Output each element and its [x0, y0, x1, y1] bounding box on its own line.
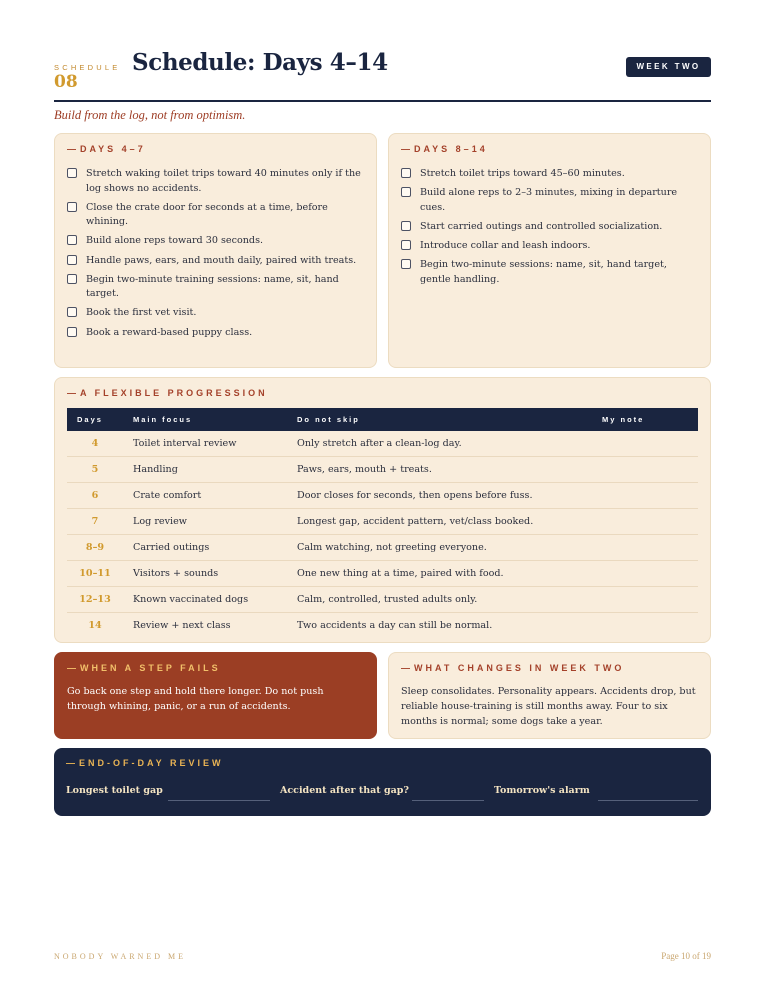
days-4-7-card	[54, 133, 377, 368]
column-header-main-focus: Main focus	[123, 408, 287, 431]
skip-cell: Longest gap, accident pattern, vet/class booked.	[287, 509, 592, 535]
column-header-do-not-skip: Do not skip	[287, 408, 592, 431]
skip-cell: Paws, ears, mouth + treats.	[287, 457, 592, 483]
days-4-7-checklist	[67, 167, 364, 345]
days-8-14-checklist	[401, 167, 698, 292]
page-subtitle: Build from the log, not from optimism.	[54, 108, 246, 122]
note-cell[interactable]	[592, 587, 698, 613]
table-row	[67, 613, 698, 639]
skip-cell: Door closes for seconds, then opens before fuss.	[287, 483, 592, 509]
dash-icon: —	[401, 144, 410, 154]
checkbox[interactable]	[67, 255, 77, 265]
dash-icon: —	[66, 758, 75, 768]
table-row	[67, 431, 698, 457]
day-cell: 14	[88, 620, 102, 631]
checklist-item-label: Stretch waking toilet trips toward 40 minutes only if the log shows no accidents.	[86, 168, 361, 194]
page-header	[54, 50, 711, 102]
checkbox[interactable]	[67, 274, 77, 284]
focus-cell: Review + next class	[133, 620, 231, 631]
page-title: Schedule: Days 4–14	[132, 49, 388, 76]
dash-icon: —	[401, 663, 410, 673]
step-fails-heading: WHEN A STEP FAILS	[80, 663, 221, 673]
checklist-item-label: Book a reward-based puppy class.	[86, 326, 253, 338]
table-header-row	[67, 408, 698, 431]
day-cell: 5	[67, 457, 123, 483]
tomorrows-alarm-field[interactable]	[598, 800, 698, 801]
focus-cell: Visitors + sounds	[123, 561, 287, 587]
progression-card	[54, 377, 711, 643]
table-row	[67, 457, 698, 483]
week-two-heading: WHAT CHANGES IN WEEK TWO	[414, 663, 625, 673]
checklist-item	[401, 220, 698, 235]
checkbox[interactable]	[401, 259, 411, 269]
checkbox[interactable]	[67, 168, 77, 178]
note-cell[interactable]	[592, 431, 698, 457]
section-kicker: SCHEDULE	[54, 63, 121, 72]
week-two-text: Sleep consolidates. Personality appears. Accidents drop, but reliable house-training is still months away. Four to six months is normal; some dogs take a year.	[401, 686, 696, 727]
note-cell[interactable]	[592, 483, 698, 509]
checklist-item-label: Build alone reps to 2–3 minutes, mixing in departure cues.	[420, 187, 678, 213]
dash-icon: —	[67, 663, 76, 673]
progression-table	[67, 408, 698, 638]
checklist-item-label: Handle paws, ears, and mouth daily, paired with treats.	[86, 254, 357, 266]
checklist-item	[67, 234, 364, 249]
week-two-card	[388, 652, 711, 739]
focus-cell: Log review	[123, 509, 287, 535]
day-cell: 12–13	[67, 587, 123, 613]
checkbox[interactable]	[67, 202, 77, 212]
table-row	[67, 561, 698, 587]
checklist-item	[401, 239, 698, 254]
note-cell[interactable]	[592, 457, 698, 483]
day-cell: 7	[67, 509, 123, 535]
checklist-item	[67, 254, 364, 269]
dash-icon: —	[67, 388, 76, 398]
skip-cell: Calm, controlled, trusted adults only.	[287, 587, 592, 613]
step-fails-text: Go back one step and hold there longer. Do not push through whining, panic, or a run of accidents.	[67, 686, 324, 712]
progression-heading: A FLEXIBLE PROGRESSION	[80, 388, 268, 398]
focus-cell: Crate comfort	[123, 483, 287, 509]
note-cell[interactable]	[592, 535, 698, 561]
days-8-14-heading: DAYS 8–14	[414, 144, 488, 154]
end-of-day-review	[54, 748, 711, 816]
review-field-label: Longest toilet gap	[66, 785, 163, 796]
checkbox[interactable]	[401, 240, 411, 250]
day-cell: 8–9	[67, 535, 123, 561]
review-heading: END-OF-DAY REVIEW	[79, 758, 224, 768]
focus-cell: Toilet interval review	[123, 431, 287, 457]
skip-cell: One new thing at a time, paired with food.	[287, 561, 592, 587]
checklist-item	[67, 306, 364, 321]
column-header-days: Days	[67, 408, 123, 431]
checklist-item	[67, 201, 364, 230]
checkbox[interactable]	[67, 327, 77, 337]
checklist-item	[401, 186, 698, 215]
table-row	[67, 483, 698, 509]
checklist-item	[401, 258, 698, 287]
checklist-item	[67, 326, 364, 341]
note-cell[interactable]	[592, 509, 698, 535]
checklist-item-label: Begin two-minute training sessions: name, sit, hand target.	[86, 273, 339, 300]
checklist-item	[67, 167, 364, 196]
step-fails-card	[54, 652, 377, 739]
page	[54, 0, 711, 990]
skip-cell: Only stretch after a clean-log day.	[287, 431, 592, 457]
table-row	[67, 587, 698, 613]
section-number: 08	[54, 72, 78, 92]
note-cell[interactable]	[592, 561, 698, 587]
dash-icon: —	[67, 144, 76, 154]
skip-cell: Calm watching, not greeting everyone.	[287, 535, 592, 561]
accident-after-gap-field[interactable]	[412, 800, 484, 801]
focus-cell: Carried outings	[123, 535, 287, 561]
day-cell: 6	[67, 483, 123, 509]
checklist-item-label: Stretch toilet trips toward 45–60 minutes.	[420, 168, 625, 179]
focus-cell: Known vaccinated dogs	[123, 587, 287, 613]
checkbox[interactable]	[67, 235, 77, 245]
skip-cell: Two accidents a day can still be normal.	[297, 620, 493, 631]
checklist-item-label: Start carried outings and controlled socialization.	[420, 220, 663, 232]
checkbox[interactable]	[67, 307, 77, 317]
checkbox[interactable]	[401, 187, 411, 197]
review-field-label: Tomorrow's alarm	[494, 785, 590, 796]
review-field-label: Accident after that gap?	[280, 785, 409, 796]
footer-book-title: NOBODY WARNED ME	[54, 952, 186, 961]
checkbox[interactable]	[401, 221, 411, 231]
checklist-item	[67, 273, 364, 302]
focus-cell: Handling	[123, 457, 287, 483]
day-cell: 10–11	[67, 561, 123, 587]
days-4-7-heading: DAYS 4–7	[80, 144, 146, 154]
checklist-item-label: Begin two-minute sessions: name, sit, hand target, gentle handling.	[420, 259, 667, 285]
checkbox[interactable]	[401, 168, 411, 178]
column-header-my-note: My note	[592, 408, 698, 431]
note-cell[interactable]	[592, 613, 698, 639]
footer-page-number: Page 10 of 19	[661, 951, 711, 961]
table-row	[67, 535, 698, 561]
checklist-item-label: Book the first vet visit.	[86, 307, 197, 319]
checklist-item	[401, 167, 698, 182]
checklist-item-label: Introduce collar and leash indoors.	[420, 240, 591, 252]
table-row	[67, 509, 698, 535]
longest-toilet-gap-field[interactable]	[168, 800, 270, 801]
checklist-item-label: Close the crate door for seconds at a time, before whining.	[86, 201, 328, 228]
day-cell: 4	[67, 431, 123, 457]
checklist-item-label: Build alone reps toward 30 seconds.	[86, 235, 264, 247]
days-8-14-card	[388, 133, 711, 368]
week-badge: WEEK TWO	[626, 57, 711, 77]
